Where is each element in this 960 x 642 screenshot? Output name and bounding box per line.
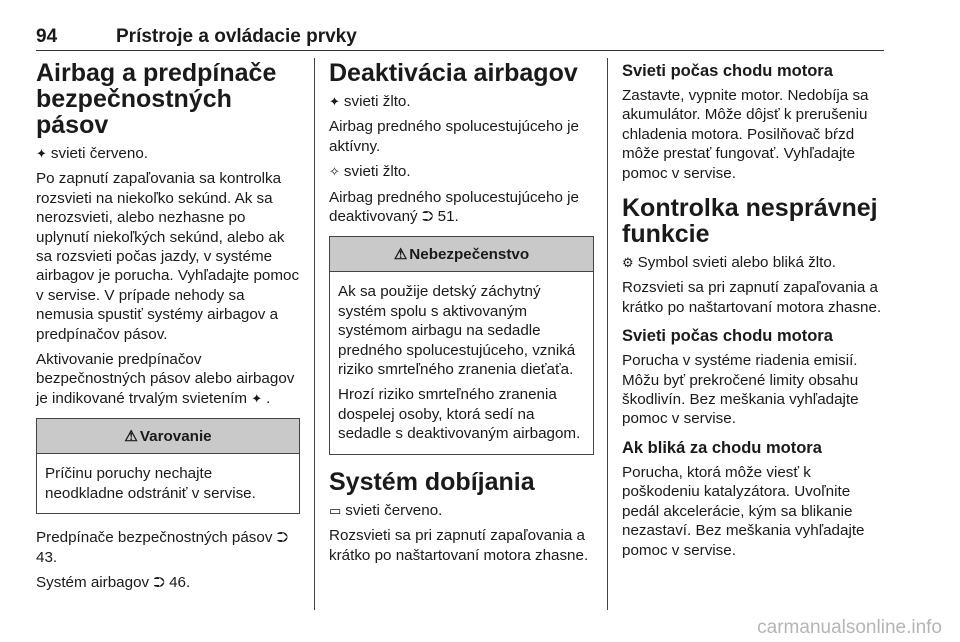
status-line: ▭ svieti červeno. xyxy=(329,501,443,519)
danger-box-header: ⚠ Nebezpečenstvo xyxy=(330,237,593,272)
paragraph: Airbag predného spolucestujúceho je aktívny. xyxy=(329,118,579,155)
airbag-warning-icon: ✦ xyxy=(36,146,47,161)
page-title: Prístroje a ovládacie prvky xyxy=(116,26,357,47)
paragraph: Zastavte, vypnite motor. Nedobíja sa akumulátor. Môže dôjsť k prerušeniu chladenia motora. Posilňovač bŕzd môže prestať fungovať. Vyhľadajte pomoc v servise. xyxy=(622,87,869,182)
column-divider xyxy=(314,58,315,610)
paragraph: Porucha, ktorá môže viesť k poškodeniu katalyzátora. Uvoľnite pedál akcelerácie, kým sa blikanie nezastaví. Bez meškania vyhľadajte pomoc v servise. xyxy=(622,463,865,559)
subheading: Ak bliká za chodu motora xyxy=(622,438,822,457)
warning-box xyxy=(36,418,300,514)
engine-check-icon: ⚙ xyxy=(622,255,634,271)
paragraph: Porucha v systéme riadenia emisií. Môžu byť prekročené limity obsahu škodlivín. Bez meškania vyhľadajte pomoc v servise. xyxy=(622,352,859,428)
battery-icon: ▭ xyxy=(329,502,342,518)
status-line: ⚙ Symbol svieti alebo bliká žlto. xyxy=(622,254,837,272)
column-divider xyxy=(607,58,608,610)
section-heading-malfunction: Kontrolka nesprávnej funkcie xyxy=(622,194,878,249)
danger-text: Hrozí riziko smrteľného zranenia dospelej osoby, ktorá sedí na sedadle s deaktivovaným airbagom. xyxy=(338,386,581,443)
danger-box xyxy=(329,236,594,454)
airbag-on-icon: ✦ xyxy=(329,94,340,109)
cross-reference: Systém airbagov ⮊ 46. xyxy=(36,573,191,591)
danger-text: Ak sa použije detský záchytný systém spolu s aktivovaným systémom airbagu na sedadle predného spolucestujúceho, vzniká riziko smrteľného zranenia dieťaťa. xyxy=(338,283,576,379)
section-heading-airbag: Airbag a predpínače bezpečnostných pásov xyxy=(36,59,277,139)
warning-triangle-icon: ⚠ xyxy=(124,428,138,446)
status-line: ✧ svieti žlto. xyxy=(329,163,411,181)
warning-text: Príčinu poruchy nechajte neodkladne odstrániť v servise. xyxy=(45,465,256,502)
column-middle xyxy=(329,60,594,571)
subheading: Svieti počas chodu motora xyxy=(622,327,833,346)
subheading: Svieti počas chodu motora xyxy=(622,62,833,80)
section-heading-deactivation: Deaktivácia airbagov xyxy=(329,59,578,87)
page-number: 94 xyxy=(36,26,58,47)
paragraph: Rozsvieti sa pri zapnutí zapaľovania a krátko po naštartovaní motora zhasne. xyxy=(329,527,589,564)
watermark: carmanualsonline.info xyxy=(757,617,942,638)
paragraph: Airbag predného spolucestujúceho je deaktivovaný ⮊ 51. xyxy=(329,188,579,226)
airbag-off-icon: ✧ xyxy=(329,164,340,180)
warning-triangle-icon: ⚠ xyxy=(393,246,408,264)
cross-reference: Predpínače bezpečnostných pásov ⮊ 43. xyxy=(36,529,289,566)
paragraph: Aktivovanie predpínačov bezpečnostných pásov alebo airbagov je indikované trvalým svietením ✦ . xyxy=(36,351,295,407)
page-header xyxy=(36,26,884,48)
warning-box-header: ⚠ Varovanie xyxy=(37,419,299,454)
column-right xyxy=(622,60,886,566)
status-line: ✦ svieti žlto. xyxy=(329,93,411,110)
paragraph: Rozsvieti sa pri zapnutí zapaľovania a krátko po naštartovaní motora zhasne. xyxy=(622,279,882,316)
status-line: ✦ svieti červeno. xyxy=(36,145,148,162)
section-heading-charging: Systém dobíjania xyxy=(329,467,535,496)
column-left xyxy=(36,60,300,598)
header-rule xyxy=(36,50,884,51)
airbag-warning-icon: ✦ xyxy=(251,390,263,406)
paragraph: Po zapnutí zapaľovania sa kontrolka rozsvieti na niekoľko sekúnd. Ak sa nerozsvieti, alebo nezhasne po uplynutí niekoľkých sekúnd, alebo ak sa rozsvieti počas jazdy, v systéme airbagov je porucha. Vyhľadajte pomoc v servise. V prípade nehody sa nemusia spustiť systémy airbagov a predpínačov pásov. xyxy=(36,170,300,343)
